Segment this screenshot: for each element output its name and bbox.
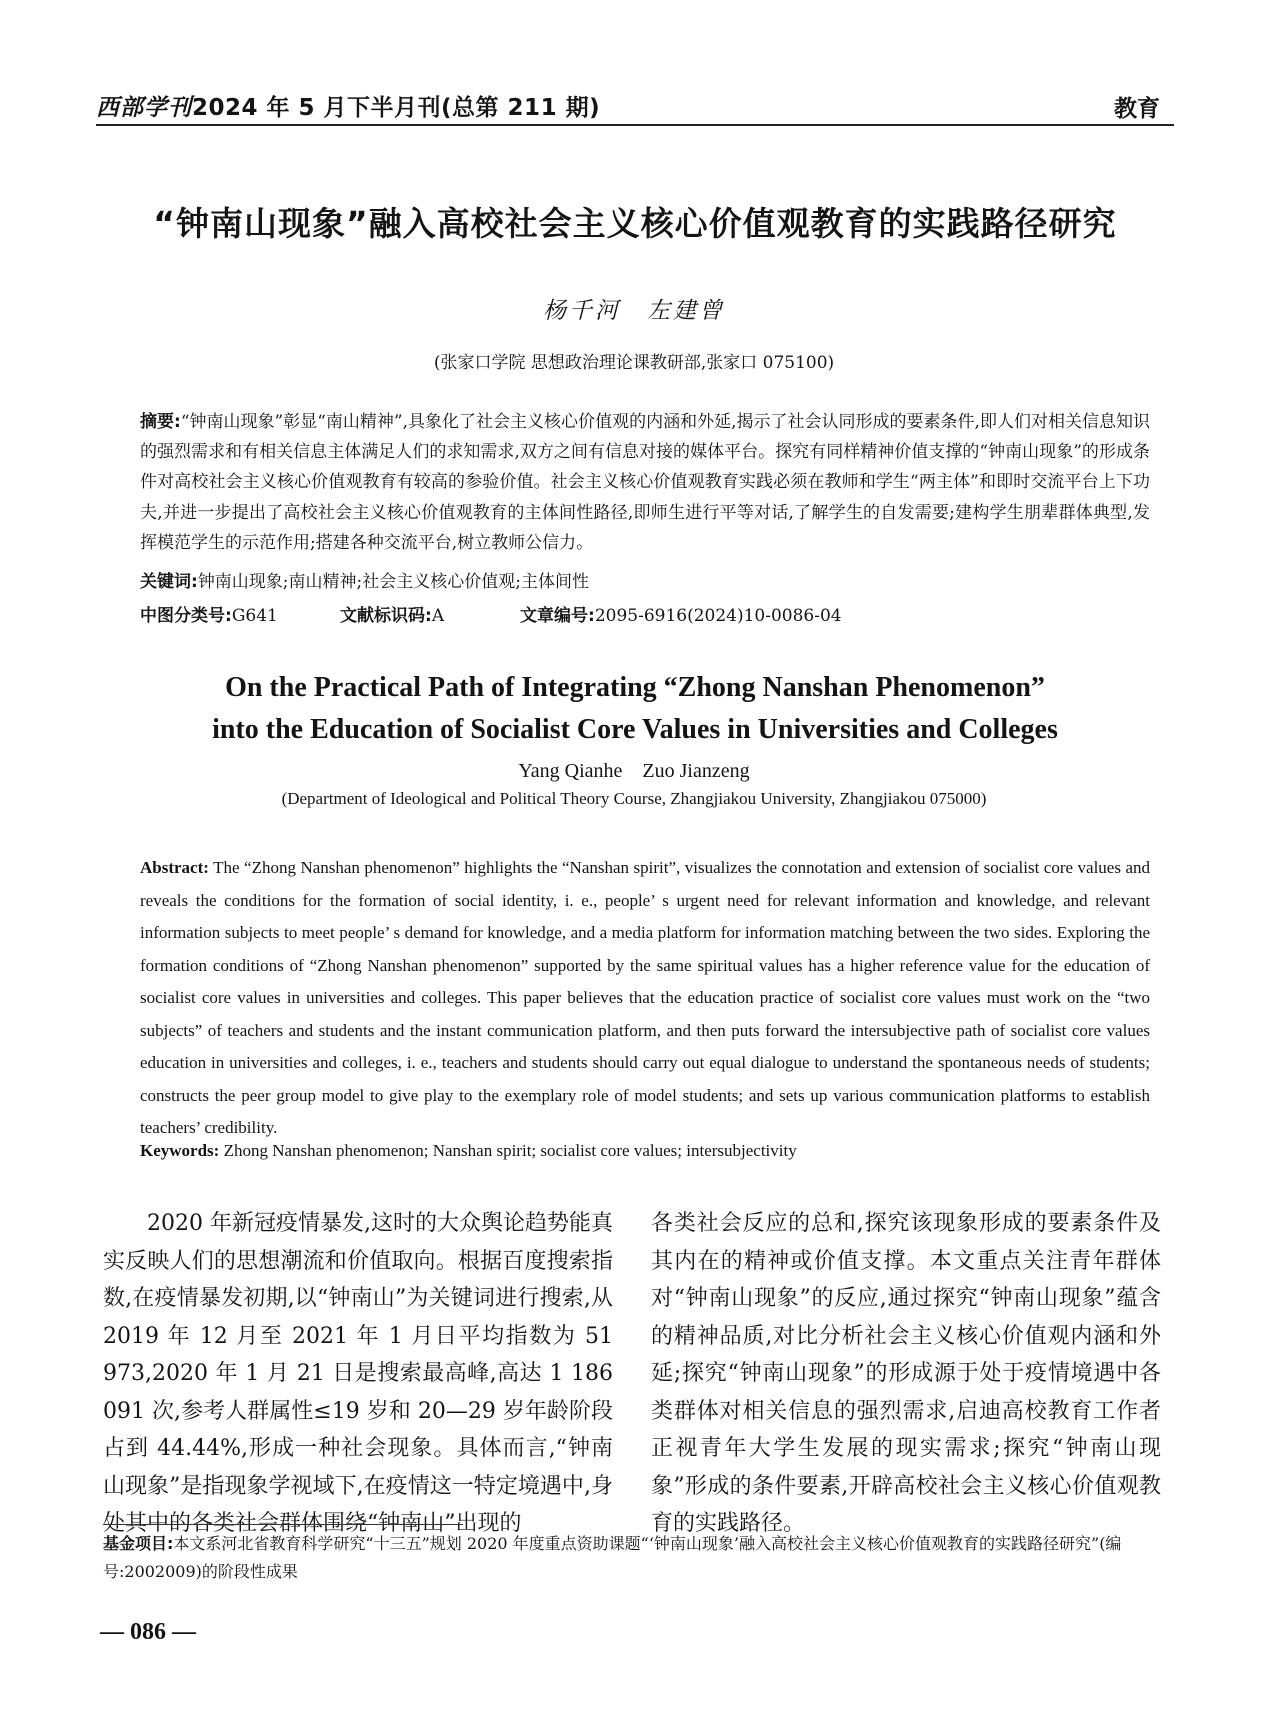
journal-header <box>96 89 600 122</box>
body-column-left <box>103 1205 613 1543</box>
issue-info: 2024 年 5 月下半月刊(总第 211 期) <box>192 95 601 121</box>
chinese-keywords-label: 关键词: <box>140 572 198 592</box>
english-keywords <box>140 1141 797 1161</box>
chinese-abstract-text: “钟南山现象”彰显“南山精神”,具象化了社会主义核心价值观的内涵和外延,揭示了社会认同形成的要素条件,即人们对相关信息知识的强烈需求和有相关信息主体满足人们的求知需求,双方之间有信息对接的媒体平台。探究有同样精神价值支撑的“钟南山现象”的形成条件对高校社会主义核心价值观教育有较高的参验价值。社会主义核心价值观教育实践必须在教师和学生“两主体”和即时交流平台上下功夫,并进一步提出了高校社会主义核心价值观教育的主体间性路径,即师生进行平等对话,了解学生的自发需要;建构学生朋辈群体典型,发挥模范学生的示范作用;搭建各种交流平台,树立教师公信力。 <box>140 412 1150 553</box>
funding-label: 基金项目: <box>103 1534 174 1553</box>
body-column-right <box>651 1205 1161 1543</box>
chinese-keywords <box>140 567 589 592</box>
article-number <box>520 601 842 626</box>
section-label: 教育 <box>1114 96 1160 122</box>
document-code-label: 文献标识码: <box>340 606 432 626</box>
clc-label: 中图分类号: <box>140 606 232 626</box>
english-abstract-text: The “Zhong Nanshan phenomenon” highlights the “Nanshan spirit”, visualizes the connotation and extension of socialist core values and reveals the conditions for the formation of social identity, i. e., people’ s urgent need for relevant information and knowledge, and relevant information subjects to meet people’ s demand for knowledge, and a media platform for information matching between the two sides. Exploring the formation conditions of “Zhong Nanshan phenomenon” supported by the same spiritual values has a higher reference value for the education of socialist core values in universities and colleges. This paper believes that the education practice of socialist core values must work on the “two subjects” of teachers and students and the instant communication platform, and then puts forward the intersubjective path of socialist core values education in universities and colleges, i. e., teachers and students should carry out equal dialogue to understand the spontaneous needs of students; constructs the peer group model to give play to the exemplary role of model students; and sets up various communication platforms to establish teachers’ credibility. <box>140 858 1150 1137</box>
chinese-authors: 杨千河 左建曾 <box>543 298 725 324</box>
english-title <box>96 667 1174 751</box>
article-number-value: 2095-6916(2024)10-0086-04 <box>594 606 842 626</box>
english-title-line2: into the Education of Socialist Core Values in Universities and Colleges <box>212 714 1058 745</box>
chinese-keywords-text: 钟南山现象;南山精神;社会主义核心价值观;主体间性 <box>197 572 589 592</box>
english-keywords-text: Zhong Nanshan phenomenon; Nanshan spirit; socialist core values; intersubjectivity <box>223 1141 797 1160</box>
funding-footnote <box>103 1530 1173 1586</box>
article-number-label: 文章编号: <box>520 606 595 626</box>
page-number: — 086 — <box>100 1619 196 1645</box>
body-paragraph: 2020 年新冠疫情暴发,这时的大众舆论趋势能真实反映人们的思想潮流和价值取向。根据百度搜索指数,在疫情暴发初期,以“钟南山”为关键词进行搜索,从 2019 年 12 月至 2021 年 1 月日平均指数为 51 973,2020 年 1 月 21 日是搜索最高峰,高达 1 186 091 次,参考人群属性≤19 岁和 20—29 岁年龄阶段占到 44.44%,形成一种社会现象。具体而言,“钟南山现象”是指现象学视域下,在疫情这一特定境遇中,身处其中的各类社会群体围绕“钟南山”出现的 <box>103 1211 613 1536</box>
funding-text: 本文系河北省教育科学研究“十三五”规划 2020 年度重点资助课题“‘钟南山现象’融入高校社会主义核心价值观教育的实践路径研究”(编号:2002009)的阶段性成果 <box>103 1534 1122 1581</box>
english-abstract <box>140 852 1150 1145</box>
document-code <box>340 601 520 626</box>
chinese-abstract-label: 摘要: <box>140 412 181 432</box>
clc-value: G641 <box>231 606 278 626</box>
english-abstract-label: Abstract: <box>140 858 209 877</box>
chinese-title: “钟南山现象”融入高校社会主义核心价值观教育的实践路径研究 <box>153 204 1117 243</box>
body-paragraph: 各类社会反应的总和,探究该现象形成的要素条件及其内在的精神或价值支撑。本文重点关注青年群体对“钟南山现象”的反应,通过探究“钟南山现象”蕴含的精神品质,对比分析社会主义核心价值观内涵和外延;探究“钟南山现象”的形成源于处于疫情境遇中各类群体对相关信息的强烈需求,启迪高校教育工作者正视青年大学生发展的现实需求;探究“钟南山现象”形成的条件要素,开辟高校社会主义核心价值观教育的实践路径。 <box>651 1211 1161 1536</box>
english-keywords-label: Keywords: <box>140 1141 220 1160</box>
english-authors: Yang Qianhe Zuo Jianzeng <box>518 760 750 782</box>
chinese-affiliation: (张家口学院 思想政治理论课教研部,张家口 075100) <box>433 353 835 373</box>
english-affiliation: (Department of Ideological and Political Theory Course, Zhangjiakou University, Zhangjiakou 075000) <box>281 789 987 808</box>
journal-logo: 西部学刊 <box>96 94 192 121</box>
classification-row <box>140 601 1150 626</box>
header-divider <box>96 124 1174 126</box>
chinese-abstract <box>140 407 1150 558</box>
footnote-divider <box>103 1524 463 1525</box>
document-code-value: A <box>431 606 445 626</box>
clc-code <box>140 601 340 626</box>
english-title-line1: On the Practical Path of Integrating “Zhong Nanshan Phenomenon” <box>225 672 1045 703</box>
